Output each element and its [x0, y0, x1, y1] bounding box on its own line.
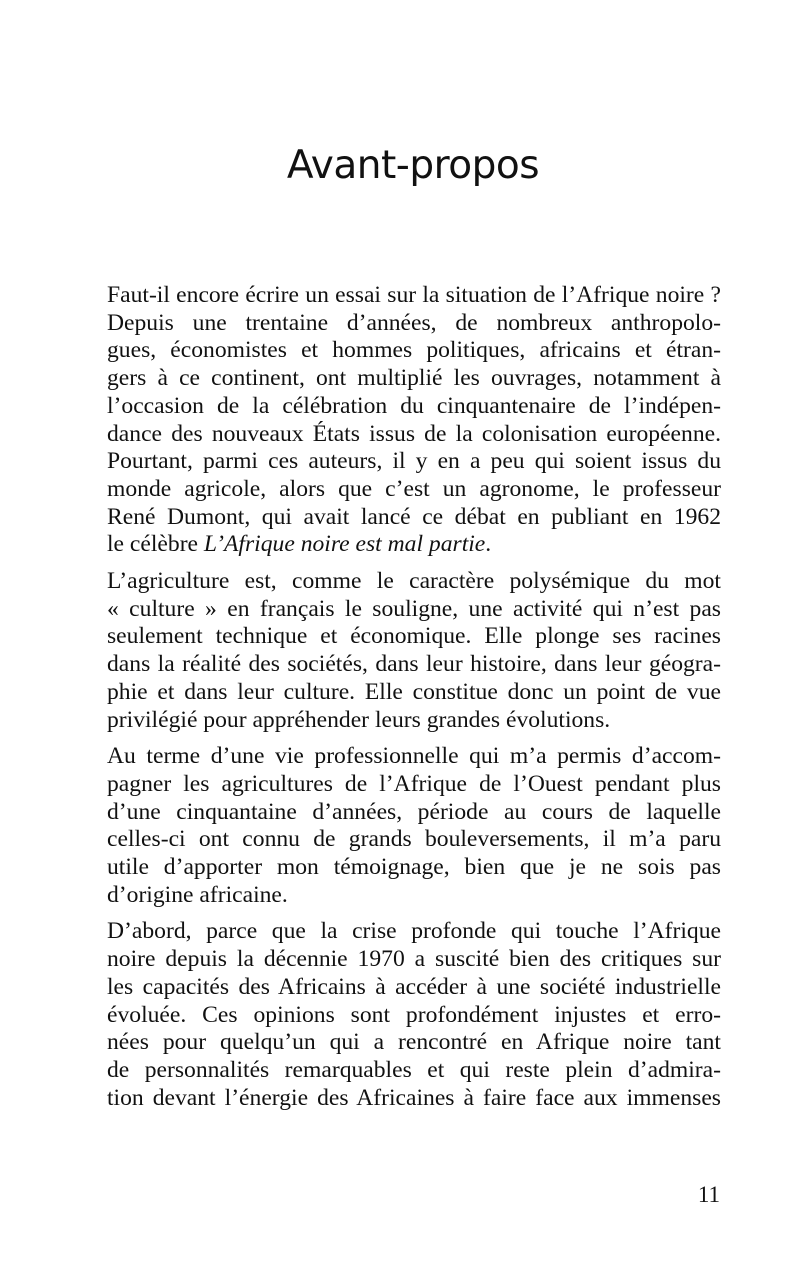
- text-line: évoluée. Ces opinions sont profondément injustes et erro-: [107, 1001, 721, 1028]
- text-line: pagner les agricultures de l’Afrique de l’Ouest pendant plus: [107, 770, 721, 797]
- text-line: dans la réalité des sociétés, dans leur histoire, dans leur géogra-: [107, 651, 721, 678]
- text-line: René Dumont, qui avait lancé ce débat en publiant en 1962: [107, 503, 721, 530]
- text-line: nées pour quelqu’un qui a rencontré en Afrique noire tant: [107, 1029, 721, 1056]
- text-line: tion devant l’énergie des Africaines à faire face aux immenses: [107, 1084, 721, 1111]
- text-line: L’agriculture est, comme le caractère polysémique du mot: [107, 568, 721, 595]
- text-line: phie et dans leur culture. Elle constitue donc un point de vue: [107, 678, 721, 705]
- text-line: seulement technique et économique. Elle plonge ses racines: [107, 623, 721, 650]
- book-title: L’Afrique noire est mal partie: [203, 531, 486, 558]
- text-line: D’abord, parce que la crise profonde qui touche l’Afrique: [107, 918, 721, 945]
- paragraph-2: [107, 568, 721, 734]
- chapter-title: Avant-propos: [286, 143, 540, 188]
- text-line: gers à ce continent, ont multiplié les ouvrages, notamment à: [107, 365, 721, 392]
- text-line: l’occasion de la célébration du cinquantenaire de l’indépen-: [107, 392, 721, 419]
- text-line: monde agricole, alors que c’est un agronome, le professeur: [107, 475, 721, 502]
- text-line: les capacités des Africains à accéder à une société industrielle: [107, 973, 721, 1000]
- text-line: noire depuis la décennie 1970 a suscité bien des critiques sur: [107, 946, 721, 973]
- text-line: gues, économistes et hommes politiques, africains et étran-: [107, 337, 721, 364]
- text-line: « culture » en français le souligne, une activité qui n’est pas: [107, 595, 721, 622]
- text-line: de personnalités remarquables et qui reste plein d’admira-: [107, 1056, 721, 1083]
- text-line: utile d’apporter mon témoignage, bien que je ne sois pas: [107, 854, 721, 881]
- paragraph-1: [107, 282, 721, 559]
- page-number: 11: [697, 1182, 720, 1207]
- text-line: Faut-il encore écrire un essai sur la situation de l’Afrique noire ?: [107, 282, 721, 308]
- text-line: dance des nouveaux États issus de la colonisation européenne.: [107, 420, 721, 447]
- text-line: privilégié pour appréhender leurs grandes évolutions.: [107, 706, 611, 733]
- text-fragment: .: [485, 531, 492, 558]
- text-line: Pourtant, parmi ces auteurs, il y en a peu qui soient issus du: [107, 448, 721, 475]
- body-text: [107, 282, 721, 1121]
- text-fragment: le célèbre: [107, 531, 204, 558]
- text-line: d’origine africaine.: [107, 881, 288, 908]
- paragraph-3: [107, 743, 721, 909]
- text-line: Depuis une trentaine d’années, de nombreux anthropolo-: [107, 309, 721, 336]
- paragraph-4: [107, 918, 721, 1112]
- text-line: Au terme d’une vie professionnelle qui m’a permis d’accom-: [107, 743, 721, 770]
- text-line: d’une cinquantaine d’années, période au cours de laquelle: [107, 798, 721, 825]
- text-line: celles-ci ont connu de grands bouleversements, il m’a paru: [107, 826, 721, 853]
- text-line: [107, 531, 721, 559]
